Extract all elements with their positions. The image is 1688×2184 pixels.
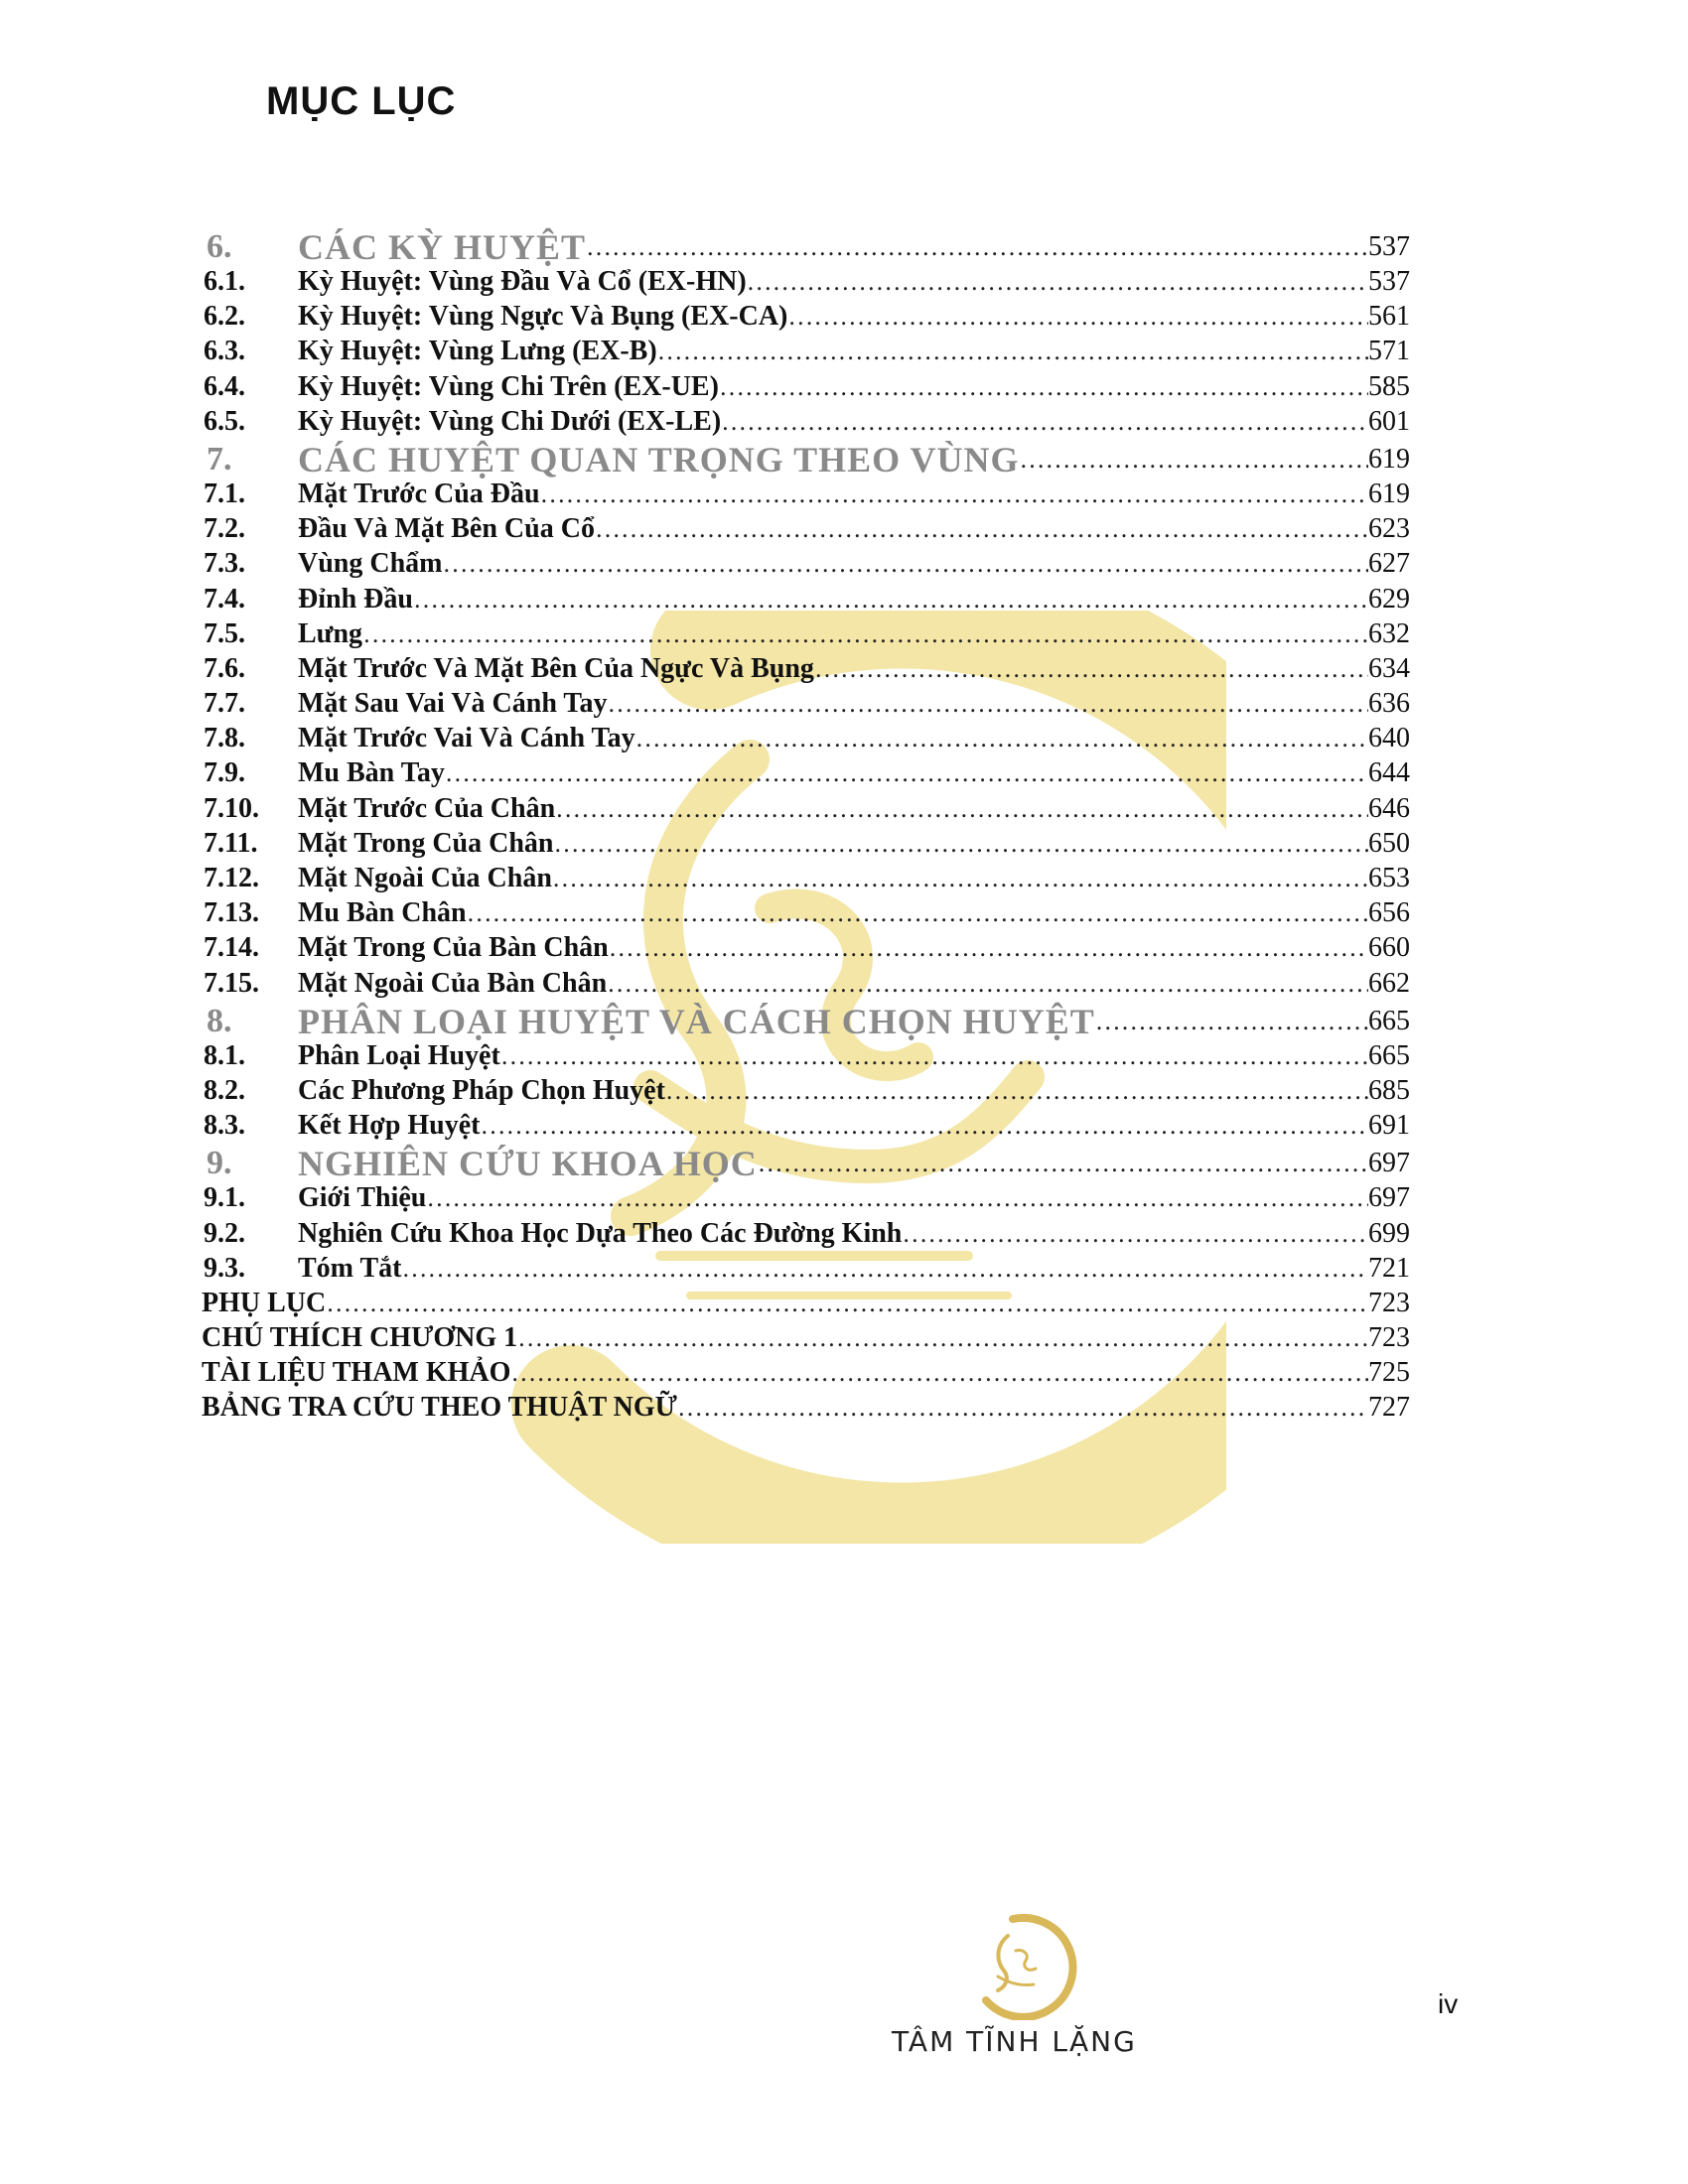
toc-entry-number: 7.8. bbox=[204, 723, 245, 754]
toc-entry-number: 7.13. bbox=[204, 897, 259, 929]
toc-entry-line bbox=[202, 1355, 1410, 1390]
toc-entry-title: Mặt Trong Của Bàn Chân bbox=[298, 932, 609, 964]
dot-leader bbox=[595, 511, 1368, 546]
toc-entry[interactable] bbox=[199, 895, 1410, 930]
toc-entry-title: CHÚ THÍCH CHƯƠNG 1 bbox=[202, 1322, 518, 1354]
toc-entry[interactable] bbox=[199, 1180, 1410, 1215]
toc-entry-line bbox=[298, 1038, 1410, 1073]
dot-leader bbox=[721, 404, 1368, 439]
toc-entry-number: 9.1. bbox=[204, 1182, 245, 1214]
toc-entry-number: 8.3. bbox=[204, 1110, 245, 1142]
toc-entry[interactable] bbox=[199, 826, 1410, 861]
toc-entry-title: Đỉnh Đầu bbox=[298, 583, 413, 614]
toc-entry-line bbox=[298, 404, 1410, 439]
toc-entry[interactable] bbox=[199, 477, 1410, 511]
toc-entry-number: 6.2. bbox=[204, 301, 245, 333]
toc-entry[interactable] bbox=[199, 1073, 1410, 1108]
dot-leader bbox=[719, 369, 1368, 404]
toc-entry-page: 685 bbox=[1368, 1074, 1410, 1106]
toc-entry-page: 619 bbox=[1368, 443, 1410, 475]
toc-entry-page: 725 bbox=[1368, 1357, 1410, 1389]
toc-entry-page: 697 bbox=[1368, 1182, 1410, 1214]
toc-entry-line bbox=[298, 1216, 1410, 1251]
toc-entry[interactable] bbox=[199, 369, 1410, 404]
toc-entry-number: 6.5. bbox=[204, 405, 245, 437]
toc-entry-line bbox=[298, 511, 1410, 546]
toc-entry-number: 8.2. bbox=[204, 1074, 245, 1106]
toc-entry-title: Mặt Trước Của Đầu bbox=[298, 478, 540, 509]
toc-entry-line bbox=[298, 369, 1410, 404]
toc-entry[interactable] bbox=[199, 226, 1410, 267]
dot-leader bbox=[362, 616, 1368, 651]
brand-logo bbox=[968, 1911, 1077, 2020]
toc-entry-number: 7.6. bbox=[204, 652, 245, 684]
toc-entry-line bbox=[298, 1251, 1410, 1286]
toc-entry[interactable] bbox=[199, 1108, 1410, 1143]
page-title: MỤC LỤC bbox=[266, 79, 457, 123]
toc-entry[interactable] bbox=[199, 1038, 1410, 1073]
toc-entry-page: 640 bbox=[1368, 723, 1410, 754]
toc-entry-title: Phân Loại Huyệt bbox=[298, 1039, 500, 1071]
toc-entry-number: 7.12. bbox=[204, 863, 259, 893]
toc-entry-line bbox=[298, 226, 1410, 268]
toc-entry[interactable] bbox=[199, 1216, 1410, 1251]
toc-entry-line bbox=[298, 334, 1410, 368]
toc-entry-title: Kỳ Huyệt: Vùng Lưng (EX-B) bbox=[298, 336, 657, 367]
toc-entry-number: 7.4. bbox=[204, 583, 245, 614]
toc-entry[interactable] bbox=[199, 1320, 1410, 1355]
toc-entry-page: 662 bbox=[1368, 967, 1410, 999]
toc-entry-page: 656 bbox=[1368, 897, 1410, 929]
toc-entry-number: 6.1. bbox=[204, 266, 245, 297]
toc-entry-title: PHÂN LOẠI HUYỆT VÀ CÁCH CHỌN HUYỆT bbox=[298, 1001, 1095, 1041]
toc-entry-title: Đầu Và Mặt Bên Của Cổ bbox=[298, 513, 595, 545]
toc-entry-page: 601 bbox=[1368, 405, 1410, 437]
toc-entry-page: 697 bbox=[1368, 1148, 1410, 1179]
brand-name: TÂM TĨNH LẶNG bbox=[892, 2025, 1137, 2058]
toc-entry-title: Mặt Ngoài Của Bàn Chân bbox=[298, 967, 608, 999]
toc-entry[interactable] bbox=[199, 651, 1410, 686]
dot-leader bbox=[445, 755, 1368, 790]
toc-entry-title: Tóm Tắt bbox=[298, 1252, 402, 1284]
toc-entry-title: TÀI LIỆU THAM KHẢO bbox=[202, 1357, 511, 1389]
toc-entry-number: 8. bbox=[207, 1002, 232, 1039]
toc-entry[interactable] bbox=[199, 721, 1410, 755]
toc-entry[interactable] bbox=[199, 930, 1410, 965]
toc-entry-line bbox=[298, 826, 1410, 861]
toc-entry[interactable] bbox=[199, 1286, 1410, 1320]
toc-entry[interactable] bbox=[199, 404, 1410, 439]
toc-entry-line bbox=[298, 546, 1410, 581]
toc-entry-line bbox=[298, 439, 1410, 480]
page-number: iv bbox=[1438, 1988, 1459, 2019]
toc-entry-number: 7. bbox=[207, 440, 232, 478]
toc-entry[interactable] bbox=[199, 966, 1410, 1001]
dot-leader bbox=[665, 1073, 1368, 1108]
dot-leader bbox=[510, 1355, 1368, 1390]
toc-entry-line bbox=[298, 721, 1410, 755]
toc-entry-number: 7.3. bbox=[204, 548, 245, 580]
toc-entry-page: 665 bbox=[1368, 1005, 1410, 1036]
toc-entry-line bbox=[298, 651, 1410, 686]
dot-leader bbox=[481, 1108, 1369, 1143]
toc-entry-title: Kỳ Huyệt: Vùng Ngực Và Bụng (EX-CA) bbox=[298, 301, 788, 333]
dot-leader bbox=[413, 582, 1368, 616]
toc-entry-title: Mặt Trong Của Chân bbox=[298, 827, 554, 859]
toc-entry-title: BẢNG TRA CỨU THEO THUẬT NGỮ bbox=[202, 1392, 677, 1424]
toc-entry[interactable] bbox=[199, 511, 1410, 546]
toc-entry-number: 9.2. bbox=[204, 1217, 245, 1249]
toc-entry-page: 646 bbox=[1368, 792, 1410, 824]
toc-entry-title: CÁC HUYỆT QUAN TRỌNG THEO VÙNG bbox=[298, 439, 1020, 479]
toc-entry-page: 571 bbox=[1368, 336, 1410, 367]
toc-entry-page: 585 bbox=[1368, 370, 1410, 402]
toc-entry-title: Mu Bàn Tay bbox=[298, 757, 445, 789]
toc-entry-title: Kết Hợp Huyệt bbox=[298, 1110, 481, 1142]
toc-entry-page: 619 bbox=[1368, 478, 1410, 509]
toc-entry-number: 7.2. bbox=[204, 513, 245, 545]
dot-leader bbox=[1019, 439, 1368, 480]
toc-entry-number: 7.15. bbox=[204, 967, 259, 999]
dot-leader bbox=[326, 1286, 1368, 1320]
dot-leader bbox=[747, 264, 1368, 299]
dot-leader bbox=[555, 791, 1368, 826]
toc-entry[interactable] bbox=[199, 1251, 1410, 1286]
dot-leader bbox=[608, 686, 1369, 721]
toc-entry-number: 6.3. bbox=[204, 336, 245, 367]
toc-entry[interactable] bbox=[199, 686, 1410, 721]
toc-entry[interactable] bbox=[199, 299, 1410, 334]
toc-entry-page: 727 bbox=[1368, 1392, 1410, 1424]
toc-entry[interactable] bbox=[199, 861, 1410, 895]
toc-entry-title: Lưng bbox=[298, 617, 363, 649]
toc-entry-title: CÁC KỲ HUYỆT bbox=[298, 227, 587, 267]
toc-entry-number: 7.14. bbox=[204, 932, 259, 964]
toc-entry-page: 636 bbox=[1368, 688, 1410, 720]
dot-leader bbox=[402, 1251, 1369, 1286]
toc-entry-page: 561 bbox=[1368, 301, 1410, 333]
toc-entry-page: 699 bbox=[1368, 1217, 1410, 1249]
dot-leader bbox=[607, 966, 1368, 1001]
toc-entry[interactable] bbox=[199, 1143, 1410, 1184]
toc-entry-title: Nghiên Cứu Khoa Học Dựa Theo Các Đường Kinh bbox=[298, 1217, 903, 1249]
toc-entry-line bbox=[298, 895, 1410, 930]
dot-leader bbox=[814, 651, 1368, 686]
toc-entry-number: 9. bbox=[207, 1145, 232, 1182]
toc-entry-line bbox=[298, 1073, 1410, 1108]
toc-entry-page: 691 bbox=[1368, 1110, 1410, 1142]
toc-entry-number: 6. bbox=[207, 228, 232, 265]
dot-leader bbox=[1095, 1001, 1368, 1042]
toc-entry-title: PHỤ LỤC bbox=[202, 1287, 327, 1318]
toc-entry-line bbox=[298, 477, 1410, 511]
toc-entry-line bbox=[298, 1001, 1410, 1042]
toc-entry-page: 629 bbox=[1368, 583, 1410, 614]
toc-entry[interactable] bbox=[199, 791, 1410, 826]
dot-leader bbox=[467, 895, 1368, 930]
toc-entry-page: 644 bbox=[1368, 757, 1410, 789]
toc-entry-page: 653 bbox=[1368, 863, 1410, 893]
toc-entry-title: Mặt Ngoài Của Chân bbox=[298, 863, 552, 893]
dot-leader bbox=[586, 226, 1368, 268]
toc-entry[interactable] bbox=[199, 1390, 1410, 1425]
toc-entry-number: 7.11. bbox=[204, 827, 258, 859]
toc-entry-title: Mặt Trước Vai Và Cánh Tay bbox=[298, 723, 635, 754]
toc-entry-page: 665 bbox=[1368, 1039, 1410, 1071]
dot-leader bbox=[635, 721, 1368, 755]
dot-leader bbox=[554, 826, 1369, 861]
toc-entry-line bbox=[298, 930, 1410, 965]
toc-entry-line bbox=[202, 1390, 1410, 1425]
toc-entry[interactable] bbox=[199, 755, 1410, 790]
toc-entry-title: Kỳ Huyệt: Vùng Đầu Và Cổ (EX-HN) bbox=[298, 266, 747, 297]
dot-leader bbox=[609, 930, 1368, 965]
toc-entry-page: 537 bbox=[1368, 266, 1410, 297]
toc-entry-title: Vùng Chẩm bbox=[298, 548, 443, 580]
toc-entry-line bbox=[298, 966, 1410, 1001]
toc-entry-line bbox=[202, 1286, 1410, 1320]
toc-entry-page: 634 bbox=[1368, 652, 1410, 684]
toc-entry-line bbox=[298, 791, 1410, 826]
toc-entry-line bbox=[298, 616, 1410, 651]
toc-entry-number: 7.1. bbox=[204, 478, 245, 509]
toc-entry[interactable] bbox=[199, 616, 1410, 651]
dot-leader bbox=[902, 1216, 1368, 1251]
toc-entry-title: Mặt Trước Của Chân bbox=[298, 792, 556, 824]
toc-entry-line bbox=[202, 1320, 1410, 1355]
toc-entry-line bbox=[298, 755, 1410, 790]
toc-entry-title: Mặt Trước Và Mặt Bên Của Ngực Và Bụng bbox=[298, 652, 814, 684]
toc-entry-number: 9.3. bbox=[204, 1252, 245, 1284]
toc-entry-title: Kỳ Huyệt: Vùng Chi Trên (EX-UE) bbox=[298, 370, 719, 402]
toc-entry-line bbox=[298, 264, 1410, 299]
table-of-contents bbox=[199, 226, 1410, 1426]
toc-entry-page: 650 bbox=[1368, 827, 1410, 859]
toc-entry-line bbox=[298, 1143, 1410, 1184]
toc-entry-page: 723 bbox=[1368, 1287, 1410, 1318]
toc-entry-page: 632 bbox=[1368, 617, 1410, 649]
dot-leader bbox=[442, 546, 1368, 581]
toc-entry-page: 723 bbox=[1368, 1322, 1410, 1354]
toc-entry-title: Kỳ Huyệt: Vùng Chi Dưới (EX-LE) bbox=[298, 405, 722, 437]
toc-entry[interactable] bbox=[199, 546, 1410, 581]
dot-leader bbox=[657, 334, 1368, 368]
dot-leader bbox=[677, 1390, 1368, 1425]
toc-entry-number: 6.4. bbox=[204, 370, 245, 402]
dot-leader bbox=[758, 1143, 1368, 1184]
dot-leader bbox=[552, 861, 1368, 895]
toc-entry-line bbox=[298, 1108, 1410, 1143]
toc-entry-number: 7.7. bbox=[204, 688, 245, 720]
toc-entry-line bbox=[298, 861, 1410, 895]
toc-entry-line bbox=[298, 582, 1410, 616]
toc-entry[interactable] bbox=[199, 582, 1410, 616]
toc-entry-line bbox=[298, 1180, 1410, 1215]
toc-entry-title: Các Phương Pháp Chọn Huyệt bbox=[298, 1074, 665, 1106]
dot-leader bbox=[500, 1038, 1368, 1073]
toc-entry-title: Mặt Sau Vai Và Cánh Tay bbox=[298, 688, 608, 720]
dot-leader bbox=[540, 477, 1368, 511]
toc-entry-title: NGHIÊN CỨU KHOA HỌC bbox=[298, 1144, 758, 1184]
toc-entry-page: 660 bbox=[1368, 932, 1410, 964]
toc-entry-line bbox=[298, 299, 1410, 334]
toc-entry-page: 623 bbox=[1368, 513, 1410, 545]
toc-entry-page: 537 bbox=[1368, 231, 1410, 262]
toc-entry-title: Giới Thiệu bbox=[298, 1182, 427, 1214]
toc-entry-page: 627 bbox=[1368, 548, 1410, 580]
toc-entry-page: 721 bbox=[1368, 1252, 1410, 1284]
toc-entry-title: Mu Bàn Chân bbox=[298, 897, 467, 929]
dot-leader bbox=[787, 299, 1368, 334]
toc-entry-number: 7.9. bbox=[204, 757, 245, 789]
toc-entry[interactable] bbox=[199, 334, 1410, 368]
toc-entry-number: 8.1. bbox=[204, 1039, 245, 1071]
toc-entry[interactable] bbox=[199, 264, 1410, 299]
toc-entry-line bbox=[298, 686, 1410, 721]
dot-leader bbox=[426, 1180, 1368, 1215]
toc-entry-number: 7.5. bbox=[204, 617, 245, 649]
toc-entry-number: 7.10. bbox=[204, 792, 259, 824]
toc-entry[interactable] bbox=[199, 1355, 1410, 1390]
toc-entry[interactable] bbox=[199, 439, 1410, 477]
dot-leader bbox=[517, 1320, 1368, 1355]
toc-entry[interactable] bbox=[199, 1001, 1410, 1041]
